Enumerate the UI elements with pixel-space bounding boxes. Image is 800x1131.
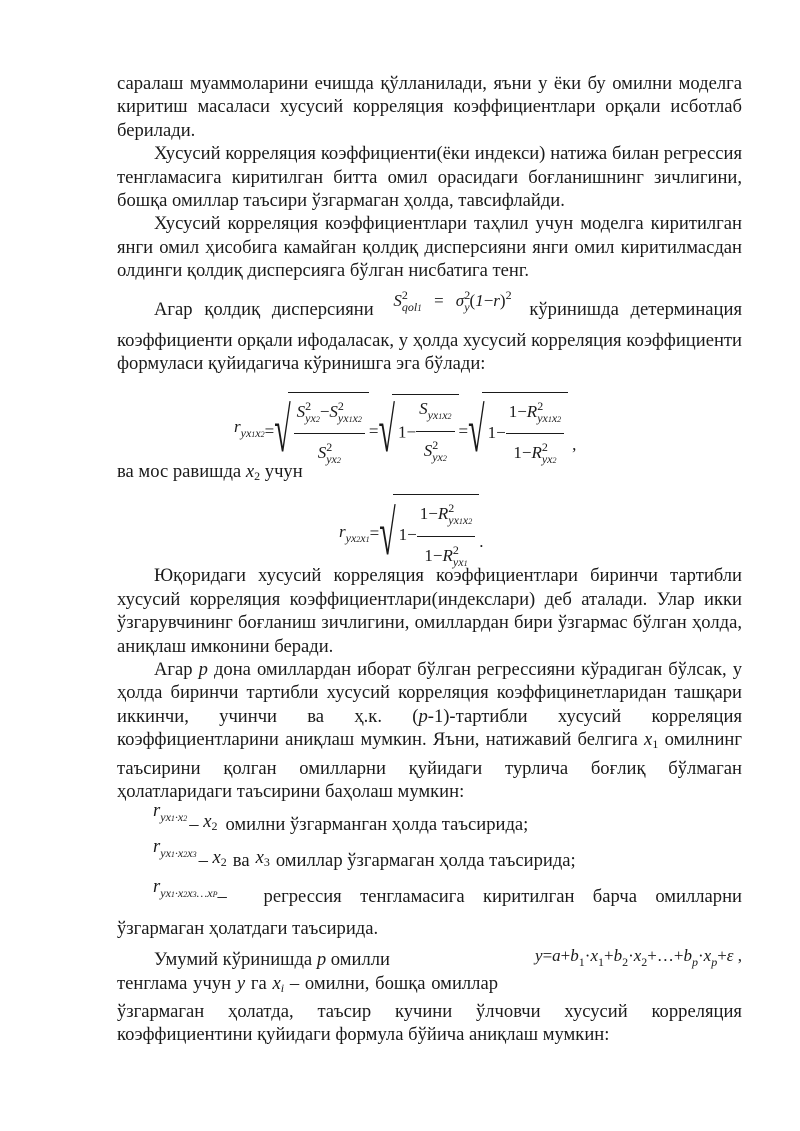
list-item-2-text-a: ва: [232, 849, 250, 871]
paragraph-3: Хусусий корреляция коэффициентлари таҳлил учун моделга киритилган янги омил ҳисобига камайган қолдиқ дисперсияни янги омил киритилмасдан олдинги қолдиқ дисперсияга бўлган нисбатига тенг.: [117, 213, 742, 282]
list-item-1-text: омилни ўзгарманган ҳолда таъсирида;: [225, 813, 529, 835]
paragraph-7-part-a: Агар: [154, 658, 193, 680]
list-item-2-text-b: омиллар ўзгармаган ҳолда таъсирида;: [275, 849, 576, 871]
p-symbol: p: [198, 658, 208, 680]
paragraph-7-part-d: омилнинг таъсирини қолган омилларни қуйидаги турлича боғлиқ бўлмаган ҳолатларидаги таъсирини баҳолаш мумкин:: [117, 729, 743, 802]
regression-equation: $y=a+b_1\cdot x_1+b_2\cdot x_2+\dots+b_p\cdot x_p+\varepsilon$ ,: [535, 946, 742, 970]
xi-symbol: xi: [272, 972, 285, 995]
paragraph-4-end: кўринишда детерминация коэффициенти орқали ифодаласак, у ҳолда хусусий корреляция коэффициенти формуласи қуйидагича кўринишга эга бўлади:: [117, 298, 743, 375]
paragraph-5-start: ва мос равишда: [117, 460, 242, 482]
list-item-1: $r_{yx1\cdot x2}$ – x2 омилни ўзгарманган ҳолда таъсирида;: [153, 799, 529, 835]
paragraph-7: [117, 658, 742, 803]
paragraph-6: Юқоридаги хусусий корреляция коэффициентлари биринчи тартибли хусусий корреляция коэффициентлари(индекслари) деб аталади. Улар икки ўзгарувчининг боғланиш зичлигини, омиллардан бири ўзгармас бўлган ҳолда, аниқлаш имконини беради.: [117, 565, 742, 657]
paragraph-4-start: Агар қолдиқ дисперсияни: [154, 298, 374, 320]
list-item-2: $r_{yx1\cdot x2x3}$ – x2 ва x3 омиллар ўзгармаган ҳолда таъсирида;: [153, 835, 576, 871]
p-symbol-2: p: [418, 705, 428, 727]
paragraph-5-end: учун: [264, 460, 303, 482]
list-item-3-text: регрессия тенгламасига киритилган барча омилларни ўзгармаган ҳолатдаги таъсирида.: [117, 886, 742, 939]
residual-variance-formula: $S^2_{qol1} = \sigma^2_y(1-r)^2$: [393, 287, 512, 314]
paragraph-8: [117, 948, 742, 1047]
paragraph-8-part-a: Умумий кўринишда: [154, 949, 313, 971]
p-symbol-3: p: [316, 949, 327, 971]
partial-correlation-formula-2: $r_{yx2x1}=√$ 1− $\frac{1-R^2_{yx1x2}}{1-R^2_{yx1}}$ .: [117, 488, 742, 558]
partial-correlation-formula-1: $r_{yx1x2}=√$ $\frac{S^2_{yx2}-S^2_{yx1x2}}{S^2_{yx2}}$ =√ 1− $\frac{S_{yx1x2}}{S^2_{yx2}}$ =√ 1− $\frac{1-R^2_{yx1x2}}{1-R^2_{yx2}}$ ,: [117, 380, 742, 454]
paragraph-8-part-e: – омилни, бошқа омиллар ўзгармаган ҳолатда, таъсир кучини ўлчовчи хусусий корреляция коэффициентини қуйидаги формула бўйича аниқлаш мумкин:: [117, 972, 742, 1046]
paragraph-8-part-c: тенглама учун: [117, 972, 232, 994]
paragraph-2: Хусусий корреляция коэффициенти(ёки индекси) натижа билан регрессия тенгламасига киритилган битта омил орасидаги боғланишнинг зичлигини, бошқа омиллар таъсири ўзгармаган ҳолда, тавсифлайди.: [117, 143, 742, 212]
paragraph-4: [117, 287, 743, 376]
paragraph-7-part-c: -1)-тартибли хусусий корреляция коэффициентларини аниқлаш мумкин. Яъни, натижавий белгига: [117, 705, 743, 751]
y-symbol: y: [236, 972, 246, 994]
x2-symbol: x2: [245, 460, 261, 483]
paragraph-8-part-d: га: [250, 972, 267, 994]
list-item-3: $r_{yx1\cdot x2x3\dots xP}-$ регрессия тенгламасига киритилган барча омилларни ўзгармаган ҳолатдаги таъсирида.: [117, 876, 742, 939]
paragraph-7-part-b: дона омиллардан иборат бўлган регрессияни кўрадиган бўлсак, у ҳолда биринчи тартибли хусусий корреляция коэффицинетларидан ташқари иккинчи, учинчи ва ҳ.к. (: [117, 658, 743, 727]
x1-symbol: x1: [644, 729, 659, 752]
paragraph-8-part-b: омилли: [330, 949, 390, 971]
paragraph-1: саралаш муаммоларини ечишда қўлланилади, яъни у ёки бу омилни моделга киритиш масаласи хусусий корреляция коэффициентлари орқали исботлаб берилади.: [117, 73, 742, 141]
